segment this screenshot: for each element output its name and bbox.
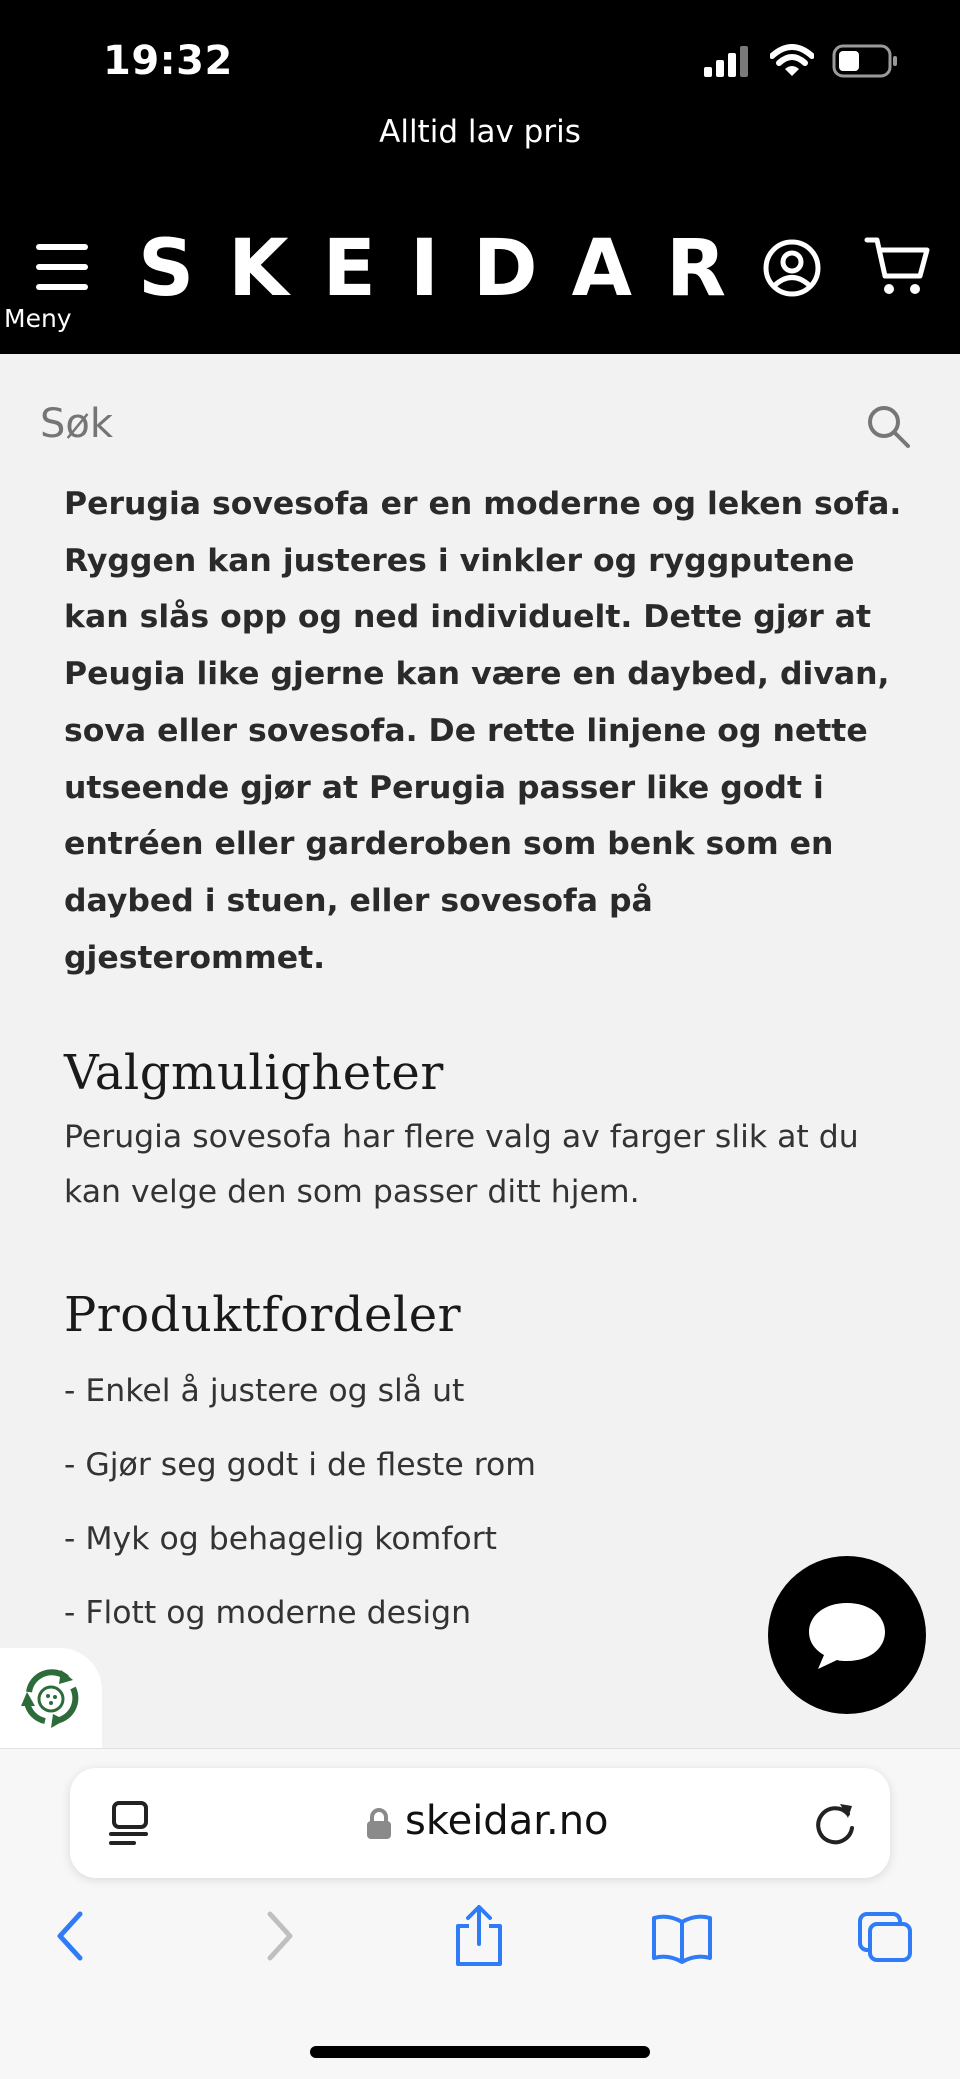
back-icon[interactable]: [52, 1908, 88, 1964]
reader-mode-icon[interactable]: [108, 1800, 152, 1846]
account-button[interactable]: [762, 238, 822, 298]
status-time: 19:32: [103, 38, 233, 84]
chat-bubble-icon: [804, 1597, 890, 1673]
list-item: - Myk og behagelig komfort: [64, 1521, 498, 1558]
product-description: [64, 476, 904, 1650]
chat-button[interactable]: [768, 1556, 926, 1714]
benefits-heading: Produktfordeler: [64, 1287, 462, 1344]
forward-icon[interactable]: [262, 1908, 298, 1964]
list-item: - Enkel å justere og slå ut: [64, 1373, 465, 1410]
account-icon: [762, 238, 822, 298]
lock-icon: [366, 1808, 392, 1840]
menu-label[interactable]: Meny: [4, 304, 72, 333]
search-input[interactable]: [40, 396, 820, 452]
cellular-signal-icon: [702, 45, 752, 77]
site-logo[interactable]: SKEIDAR: [138, 224, 761, 314]
site-header: [0, 0, 960, 354]
list-item: - Gjør seg godt i de fleste rom: [64, 1447, 536, 1484]
product-intro-text: Perugia sovesofa er en moderne og leken sofa. Ryggen kan justeres i vinkler og ryggputene kan slås opp og ned individuelt. Dette gjør at Peugia like gjerne kan være en daybed, divan, sova eller sovesofa. De rette linjene og nette utseende gjør at Perugia passer like godt i entréen eller garderoben som benk som en daybed i stuen, eller sovesofa på gjesterommet.: [64, 486, 902, 976]
recycle-badge[interactable]: [0, 1648, 102, 1748]
share-icon[interactable]: [452, 1904, 506, 1968]
list-item: - Flott og moderne design: [64, 1595, 472, 1632]
reload-icon[interactable]: [812, 1798, 858, 1848]
wifi-icon: [770, 44, 814, 78]
status-icons: [702, 44, 898, 78]
cart-icon: [864, 234, 932, 298]
recycle-icon: [15, 1662, 87, 1734]
url-text[interactable]: skeidar.no: [405, 1798, 609, 1844]
options-text: Perugia sovesofa har flere valg av farger slik at du kan velge den som passer ditt hjem.: [64, 1119, 859, 1211]
bookmarks-icon[interactable]: [650, 1912, 714, 1964]
battery-icon: [832, 44, 898, 78]
cart-button[interactable]: [864, 234, 932, 298]
home-indicator: [310, 2046, 650, 2058]
tabs-icon[interactable]: [856, 1910, 916, 1966]
promo-banner[interactable]: Alltid lav pris: [379, 114, 581, 150]
search-icon[interactable]: [864, 402, 912, 450]
options-heading: Valgmuligheter: [64, 1045, 444, 1102]
